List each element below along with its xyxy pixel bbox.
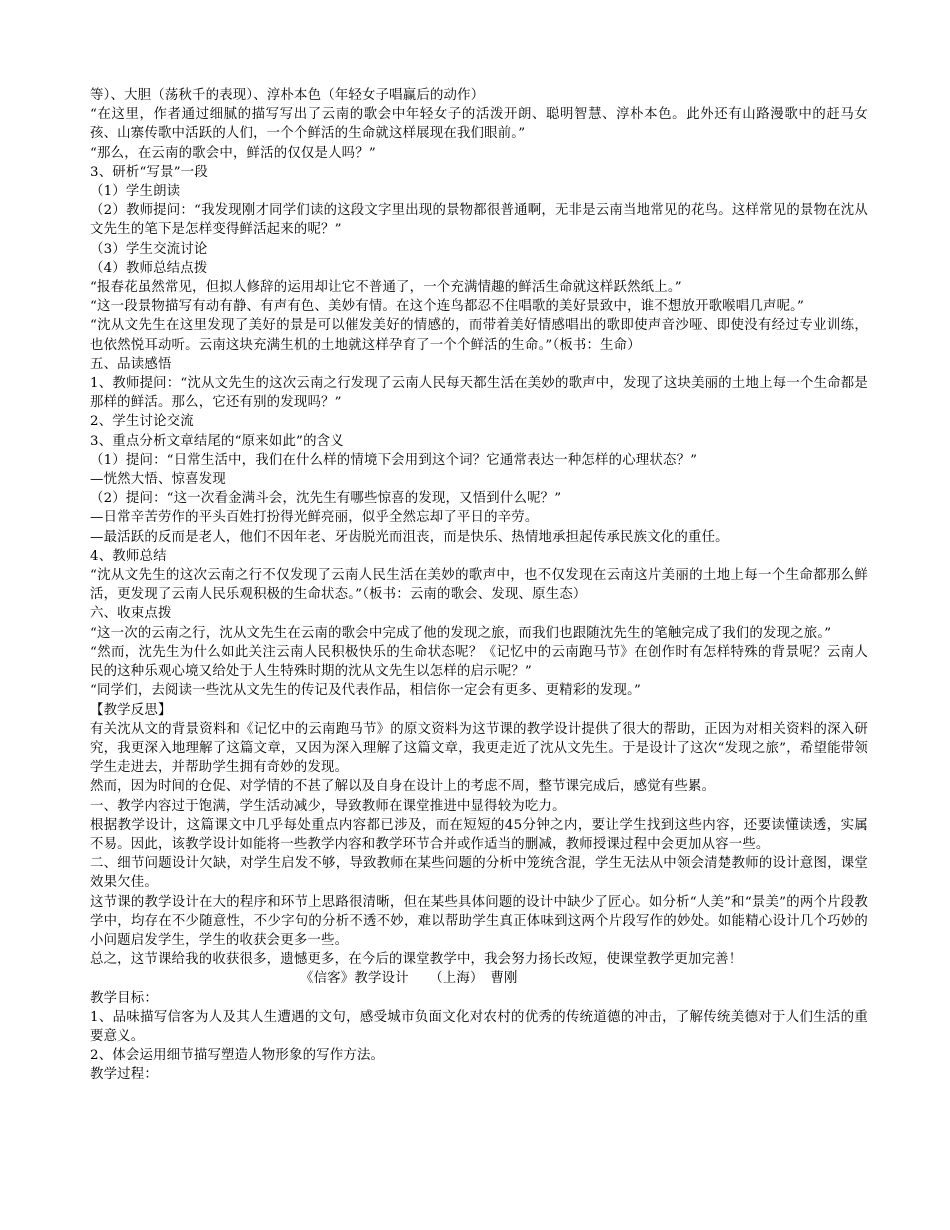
paragraph: 然而，因为时间的仓促、对学情的不甚了解以及自身在设计上的考虑不周，整节课完成后，感觉有些累。 bbox=[90, 779, 716, 795]
paragraph: （2）教师提问：“我发现刚才同学们读的这段文字里出现的景物都很普通啊，无非是云南当地常见的花鸟。这样常见的景物在沈从文先生的笔下是怎样变得鲜活起来的呢？” bbox=[90, 203, 868, 238]
paragraph: 2、体会运用细节描写塑造人物形象的写作方法。 bbox=[90, 1048, 385, 1064]
paragraph: “然而，沈先生为什么如此关注云南人民积极快乐的生命状态呢？《记忆中的云南跑马节》在创作时有怎样特殊的背景呢？云南人民的这种乐观心境又给处于人生特殊时期的沈从文先生以怎样的启示呢？” bbox=[90, 644, 868, 680]
paragraph: 3、重点分析文章结尾的“原来如此”的含义 bbox=[90, 433, 344, 449]
paragraph: “这一段景物描写有动有静、有声有色、美妙有情。在这个连鸟都忍不住唱歌的美好景致中，谁不想放开歌喉唱几声呢。” bbox=[90, 299, 805, 315]
paragraph: 3、研析“写景”一段 bbox=[90, 164, 208, 180]
paragraph: 教学目标： bbox=[90, 990, 158, 1006]
paragraph: 这节课的教学设计在大的程序和环节上思路很清晰，但在某些具体问题的设计中缺少了匠心。如分析“人美”和“景美”的两个片段教学中，均存在不少随意性，不少字句的分析不透不妙，难以帮助学生真正体味到这两个片段写作的妙处。如能精心设计几个巧妙的小问题启发学生，学生的收获会更多一些。 bbox=[90, 894, 868, 948]
paragraph: —最活跃的反而是老人，他们不因年老、牙齿脱光而沮丧，而是快乐、热情地承担起传承民族文化的重任。 bbox=[90, 529, 729, 545]
paragraph: 二、细节问题设计欠缺，对学生启发不够，导致教师在某些问题的分析中笼统含混，学生无法从中领会清楚教师的设计意图，课堂效果欠佳。 bbox=[90, 856, 868, 891]
paragraph: 总之，这节课给我的收获很多，遗憾更多，在今后的课堂教学中，我会努力扬长改短，使课堂教学更加完善！ bbox=[90, 952, 743, 968]
paragraph: 1、教师提问：“沈从文先生的这次云南之行发现了云南人民每天都生活在美妙的歌声中，发现了这块美丽的土地上每一个生命都是那样的鲜活。那么，它还有别的发现吗？” bbox=[90, 376, 868, 411]
paragraph: “同学们，去阅读一些沈从文先生的传记及代表作品，相信你一定会有更多、更精彩的发现。” bbox=[90, 683, 642, 699]
paragraph: 六、收束点拨 bbox=[90, 606, 172, 622]
section-title: 《信客》教学设计 （上海） 曹刚 bbox=[300, 971, 518, 987]
paragraph: 有关沈从文的背景资料和《记忆中的云南跑马节》的原文资料为这节课的教学设计提供了很大的帮助，正因为对相关资料的深入研究，我更深入地理解了这篇文章，又因为深入理解了这篇文章，我更走近了沈从文先生。于是设计了这次“发现之旅”，希望能带领学生走进去，并帮助学生拥有奇妙的发现。 bbox=[90, 721, 868, 776]
paragraph: （2）提问：“这一次看金满斗会，沈先生有哪些惊喜的发现，又悟到什么呢？” bbox=[90, 491, 562, 507]
paragraph: （4）教师总结点拨 bbox=[90, 260, 208, 276]
paragraph: —恍然大悟、惊喜发现 bbox=[90, 472, 226, 488]
paragraph: “沈从文先生的这次云南之行不仅发现了云南人民生活在美妙的歌声中，也不仅发现在云南这片美丽的土地上每一个生命都那么鲜活，更发现了云南人民乐观积极的生命状态。”（板书：云南的歌会、发现、原生态） bbox=[90, 568, 868, 603]
paragraph: 2、学生讨论交流 bbox=[90, 414, 194, 430]
paragraph: （1）学生朗读 bbox=[90, 184, 181, 200]
document-page bbox=[90, 86, 868, 1085]
paragraph: 等）、大胆（荡秋千的表现）、淳朴本色（年轻女子唱赢后的动作） bbox=[90, 88, 485, 103]
paragraph: 4、教师总结 bbox=[90, 548, 167, 564]
paragraph: “这一次的云南之行，沈从文先生在云南的歌会中完成了他的发现之旅，而我们也跟随沈先生的笔触完成了我们的发现之旅。” bbox=[90, 625, 832, 641]
paragraph: “在这里，作者通过细腻的描写写出了云南的歌会中年轻女子的活泼开朗、聪明智慧、淳朴本色。此外还有山路漫歌中的赶马女孩、山寨传歌中活跃的人们，一个个鲜活的生命就这样展现在我们眼前。” bbox=[90, 107, 868, 142]
paragraph: “报春花虽然常见，但拟人修辞的运用却让它不普通了，一个充满情趣的鲜活生命就这样跃然纸上。” bbox=[90, 280, 682, 296]
paragraph: 1、品味描写信客为人及其人生遭遇的文句，感受城市负面文化对农村的优秀的传统道德的冲击，了解传统美德对于人们生活的重要意义。 bbox=[90, 1009, 868, 1044]
paragraph: 教学过程： bbox=[90, 1067, 158, 1083]
paragraph: （1）提问：“日常生活中，我们在什么样的情境下会用到这个词？它通常表达一种怎样的心理状态？” bbox=[90, 452, 698, 468]
paragraph: 根据教学设计，这篇课文中几乎每处重点内容都已涉及，而在短短的45分钟之内，要让学生找到这些内容，还要读懂读透，实属不易。因此，该教学设计如能将一些教学内容和教学环节合并或作适当的删减，教师授课过程中会更加从容一些。 bbox=[90, 817, 868, 852]
paragraph: “那么，在云南的歌会中，鲜活的仅仅是人吗？” bbox=[90, 145, 376, 161]
paragraph: （3）学生交流讨论 bbox=[90, 241, 208, 257]
paragraph: —日常辛苦劳作的平头百姓打扮得光鲜亮丽，似乎全然忘却了平日的辛劳。 bbox=[90, 510, 539, 526]
paragraph: 【教学反思】 bbox=[90, 702, 172, 718]
paragraph: 五、品读感悟 bbox=[90, 356, 172, 372]
paragraph: 一、教学内容过于饱满，学生活动减少，导致教师在课堂推进中显得较为吃力。 bbox=[90, 798, 566, 814]
paragraph: “沈从文先生在这里发现了美好的景是可以催发美好的情感的，而带着美好情感唱出的歌即使声音沙哑、即使没有经过专业训练，也依然悦耳动听。云南这块充满生机的土地就这样孕育了一个个鲜活的生命。”（板书：生命） bbox=[90, 318, 868, 353]
